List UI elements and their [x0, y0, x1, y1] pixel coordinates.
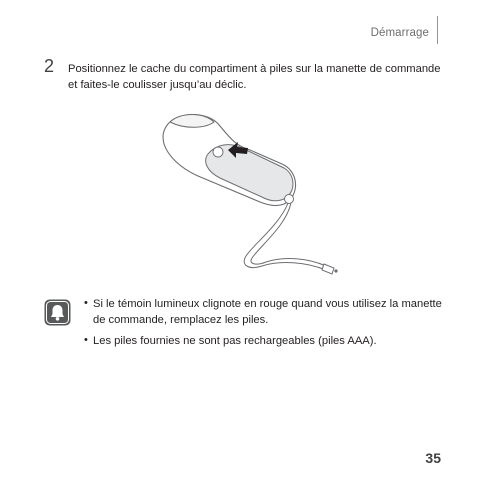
list-item: [84, 334, 454, 350]
controller-battery-cover-illustration: [150, 104, 350, 289]
page-number: 35: [425, 450, 441, 466]
list-item: [84, 297, 454, 328]
step-instruction-line: et faites-le coulisser jusqu’au déclic.: [68, 79, 247, 91]
bell-notice-icon: [44, 299, 71, 326]
bullet: •: [84, 297, 88, 309]
section-header: Démarrage: [370, 27, 429, 39]
step-instruction: [68, 61, 448, 93]
strap-cord: [244, 203, 326, 270]
step-number: 2: [44, 56, 55, 76]
step-instruction-line: Positionnez le cache du compartiment à piles sur la manette de commande: [68, 63, 441, 75]
bullet: •: [84, 334, 88, 346]
notes-list: [84, 297, 454, 356]
note-line: Si le témoin lumineux clignote en rouge quand vous utilisez la manette: [93, 298, 442, 310]
controller-button: [213, 147, 223, 157]
strap-cord: [251, 203, 326, 266]
header-divider: [437, 16, 438, 44]
note-line: Les piles fournies ne sont pas rechargeables (piles AAA).: [93, 335, 377, 347]
strap-end-bead: [334, 269, 337, 272]
strap-ring: [285, 195, 294, 204]
strap-end: [322, 264, 334, 274]
note-line: de commande, remplacez les piles.: [93, 313, 269, 326]
